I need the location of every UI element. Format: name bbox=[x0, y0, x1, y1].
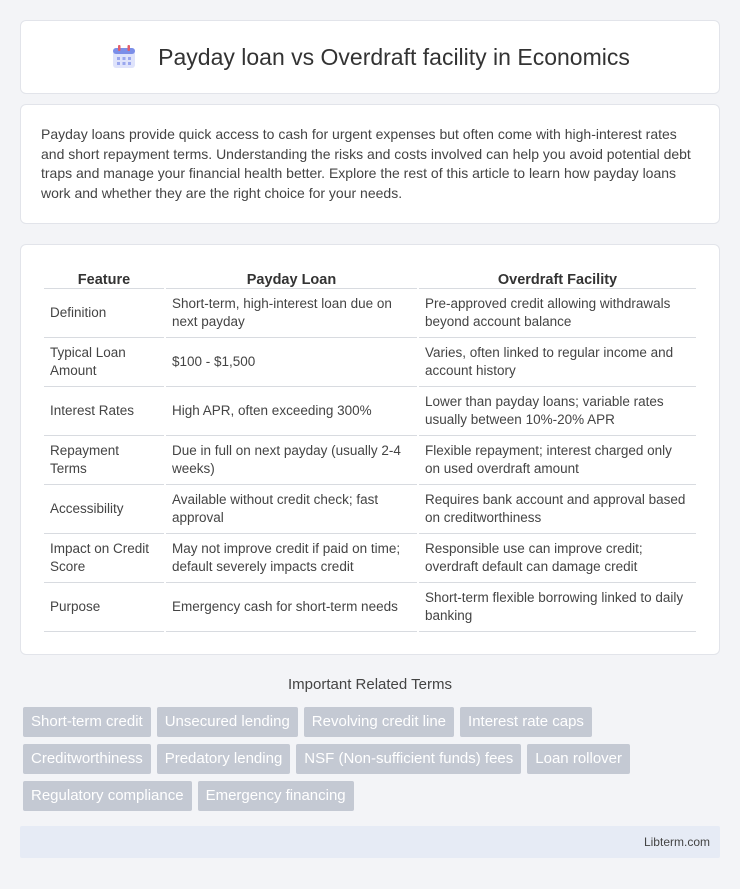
related-term-tag[interactable]: Unsecured lending bbox=[157, 707, 298, 737]
related-terms-title: Important Related Terms bbox=[288, 676, 452, 693]
calendar-icon bbox=[110, 43, 138, 71]
related-term-tag[interactable]: NSF (Non-sufficient funds) fees bbox=[296, 744, 521, 774]
table-cell: $100 - $1,500 bbox=[166, 338, 417, 387]
column-header: Overdraft Facility bbox=[419, 265, 696, 289]
related-term-tag[interactable]: Revolving credit line bbox=[304, 707, 454, 737]
table-cell: Varies, often linked to regular income and account history bbox=[419, 338, 696, 387]
page-title: Payday loan vs Overdraft facility in Economics bbox=[158, 43, 630, 70]
comparison-card bbox=[20, 244, 720, 655]
table-cell: High APR, often exceeding 300% bbox=[166, 387, 417, 436]
column-header: Feature bbox=[44, 265, 164, 289]
table-cell: Repayment Terms bbox=[44, 436, 164, 485]
table-cell: Pre-approved credit allowing withdrawals beyond account balance bbox=[419, 289, 696, 338]
table-cell: Emergency cash for short-term needs bbox=[166, 583, 417, 632]
table-cell: Accessibility bbox=[44, 485, 164, 534]
table-cell: Due in full on next payday (usually 2-4 weeks) bbox=[166, 436, 417, 485]
table-row bbox=[44, 338, 696, 387]
table-cell: Impact on Credit Score bbox=[44, 534, 164, 583]
column-header: Payday Loan bbox=[166, 265, 417, 289]
related-term-tag[interactable]: Emergency financing bbox=[198, 781, 354, 811]
table-cell: Typical Loan Amount bbox=[44, 338, 164, 387]
table-cell: Short-term, high-interest loan due on next payday bbox=[166, 289, 417, 338]
table-header-row bbox=[44, 265, 696, 289]
related-term-tag[interactable]: Regulatory compliance bbox=[23, 781, 192, 811]
related-terms-list bbox=[23, 707, 703, 811]
intro-card bbox=[20, 104, 720, 224]
footer bbox=[20, 826, 720, 858]
related-term-tag[interactable]: Loan rollover bbox=[527, 744, 630, 774]
table-row bbox=[44, 534, 696, 583]
table-cell: Interest Rates bbox=[44, 387, 164, 436]
related-term-tag[interactable]: Short-term credit bbox=[23, 707, 151, 737]
related-term-tag[interactable]: Creditworthiness bbox=[23, 744, 151, 774]
comparison-table bbox=[42, 265, 698, 632]
footer-site-link[interactable]: Libterm.com bbox=[643, 835, 710, 849]
intro-text: Payday loans provide quick access to cash for urgent expenses but often come with high-interest rates and short repayment terms. Understanding the risks and costs involved can help you avoid potential debt traps and manage your financial health better. Explore the rest of this article to learn how payday loans work and whether they are the right choice for your needs. bbox=[41, 126, 691, 201]
table-row bbox=[44, 485, 696, 534]
related-term-tag[interactable]: Predatory lending bbox=[157, 744, 291, 774]
table-cell: Definition bbox=[44, 289, 164, 338]
related-term-tag[interactable]: Interest rate caps bbox=[460, 707, 592, 737]
table-row bbox=[44, 387, 696, 436]
header-card bbox=[20, 20, 720, 94]
table-row bbox=[44, 436, 696, 485]
table-cell: Requires bank account and approval based on creditworthiness bbox=[419, 485, 696, 534]
table-cell: May not improve credit if paid on time; default severely impacts credit bbox=[166, 534, 417, 583]
table-cell: Flexible repayment; interest charged only on used overdraft amount bbox=[419, 436, 696, 485]
table-row bbox=[44, 289, 696, 338]
table-cell: Purpose bbox=[44, 583, 164, 632]
table-cell: Lower than payday loans; variable rates usually between 10%-20% APR bbox=[419, 387, 696, 436]
table-cell: Responsible use can improve credit; overdraft default can damage credit bbox=[419, 534, 696, 583]
table-cell: Short-term flexible borrowing linked to daily banking bbox=[419, 583, 696, 632]
table-cell: Available without credit check; fast approval bbox=[166, 485, 417, 534]
table-row bbox=[44, 583, 696, 632]
